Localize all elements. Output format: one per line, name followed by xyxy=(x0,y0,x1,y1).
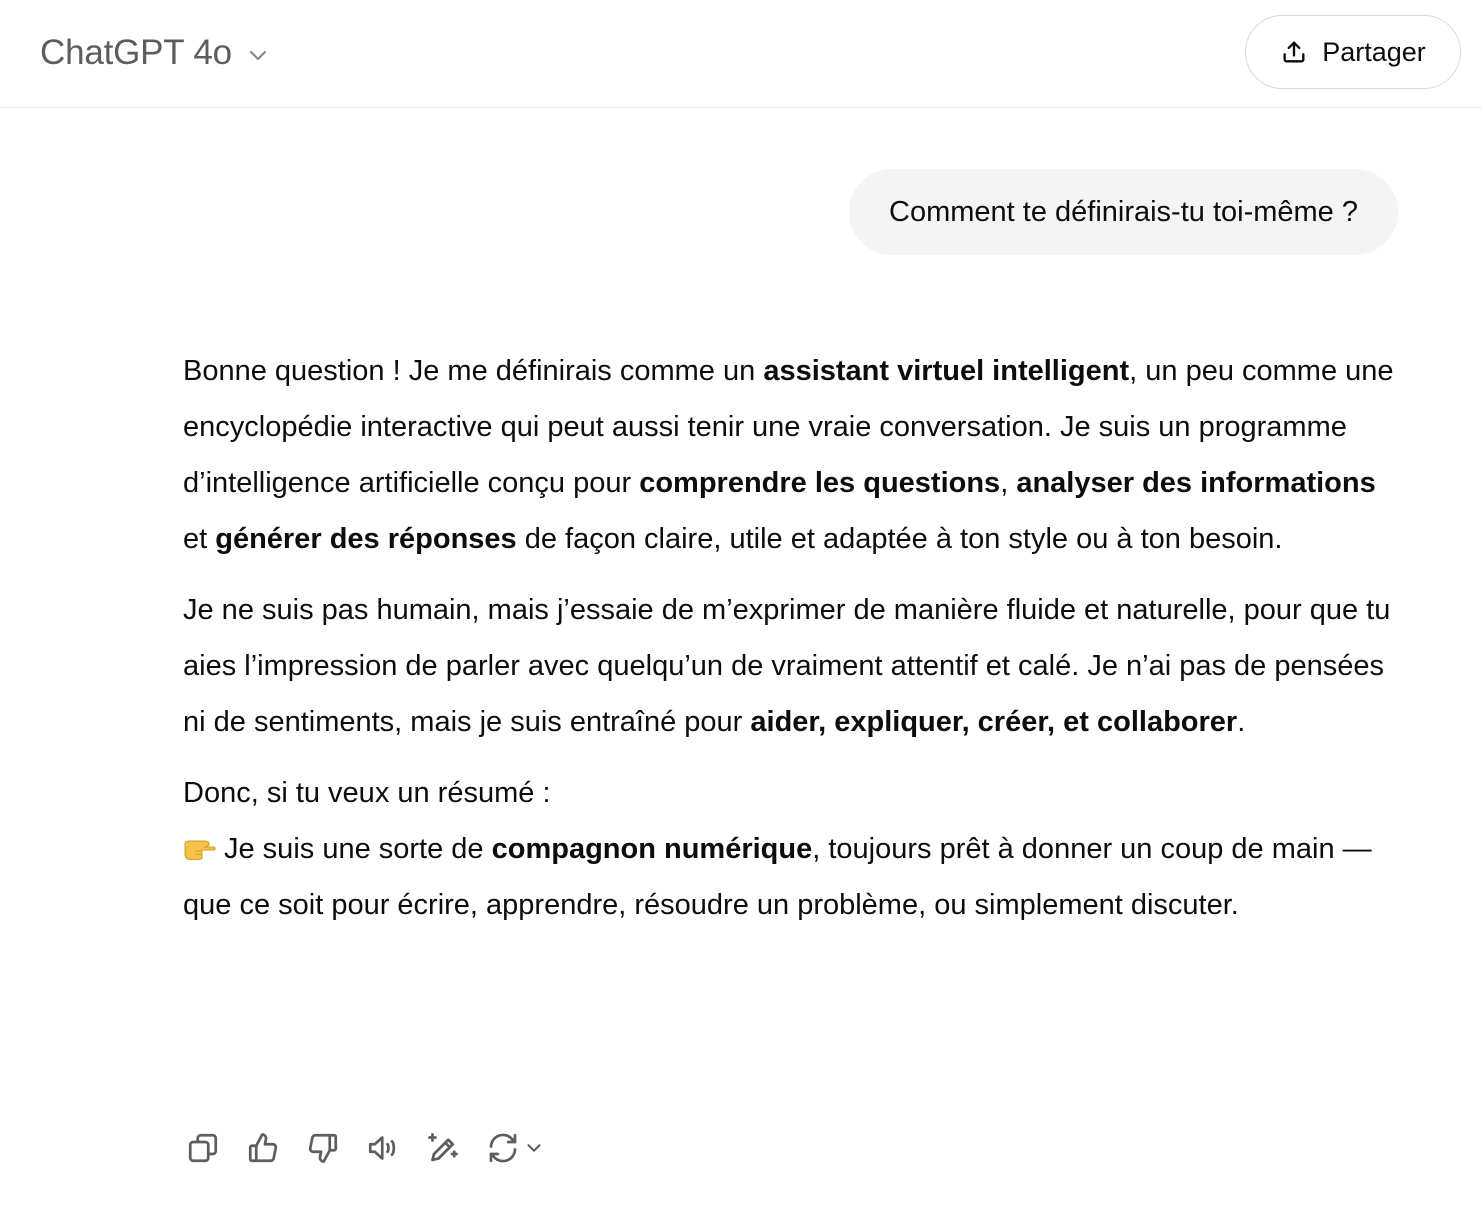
text-segment: Je suis une sorte de xyxy=(224,833,492,865)
assistant-paragraph-3 xyxy=(183,765,1399,933)
regenerate-icon xyxy=(485,1130,521,1166)
user-message-bubble xyxy=(849,169,1398,255)
regenerate-button[interactable] xyxy=(483,1128,547,1168)
header xyxy=(0,0,1482,108)
text-segment: Je ne suis pas humain, mais j’essaie de m’exprimer de manière fluide et naturelle, pour que tu aies l’impression de parler avec quelqu’un de vraiment attentif et calé. Je n’ai pas de pensées ni de sentiments, mais je suis entraîné pour xyxy=(183,594,1391,738)
share-label: Partager xyxy=(1322,36,1426,67)
chevron-down-icon xyxy=(246,43,270,67)
text-segment: et xyxy=(183,523,216,555)
model-selector[interactable] xyxy=(40,28,270,78)
text-segment: Donc, si tu veux un résumé : xyxy=(183,777,551,809)
thumbs-up-button[interactable] xyxy=(243,1128,283,1168)
pointing-hand-icon xyxy=(183,838,216,860)
thumbs-up-icon xyxy=(245,1130,281,1166)
assistant-message xyxy=(183,343,1399,933)
model-name: ChatGPT 4o xyxy=(40,33,232,72)
bold-segment: générer des réponses xyxy=(215,523,517,555)
text-segment: , toujours prêt à donner un coup de main — que ce soit pour écrire, apprendre, résoudre un problème, ou simplement discuter. xyxy=(183,833,1372,921)
edit-sparkle-button[interactable] xyxy=(423,1128,463,1168)
bold-segment: aider, expliquer, créer, et collaborer xyxy=(750,706,1238,738)
read-aloud-button[interactable] xyxy=(363,1128,403,1168)
text-segment: de façon claire, utile et adaptée à ton style ou à ton besoin. xyxy=(516,523,1283,555)
bold-segment: assistant virtuel intelligent xyxy=(763,355,1130,387)
thumbs-down-button[interactable] xyxy=(303,1128,343,1168)
share-button[interactable] xyxy=(1245,15,1461,89)
edit-sparkle-icon xyxy=(425,1130,461,1166)
text-segment: , xyxy=(1000,467,1017,499)
read-aloud-icon xyxy=(365,1130,401,1166)
assistant-paragraph-2 xyxy=(183,582,1399,750)
text-segment: Bonne question ! Je me définirais comme un xyxy=(183,355,764,387)
text-segment: , un peu comme une encyclopédie interactive qui peut aussi tenir une vraie conversation. Je suis un programme d’intelligence artificielle conçu pour xyxy=(183,355,1394,499)
bold-segment: compagnon numérique xyxy=(491,833,813,865)
bold-segment: comprendre les questions xyxy=(639,467,1001,499)
copy-icon xyxy=(185,1130,221,1166)
copy-button[interactable] xyxy=(183,1128,223,1168)
assistant-paragraph-1 xyxy=(183,343,1399,567)
text-segment: . xyxy=(1237,706,1246,738)
message-actions xyxy=(183,1128,567,1168)
bold-segment: analyser des informations xyxy=(1016,467,1376,499)
thumbs-down-icon xyxy=(305,1130,341,1166)
chevron-down-icon xyxy=(523,1137,545,1159)
user-message-text: Comment te définirais-tu toi-même ? xyxy=(889,195,1358,228)
share-icon xyxy=(1280,38,1308,66)
